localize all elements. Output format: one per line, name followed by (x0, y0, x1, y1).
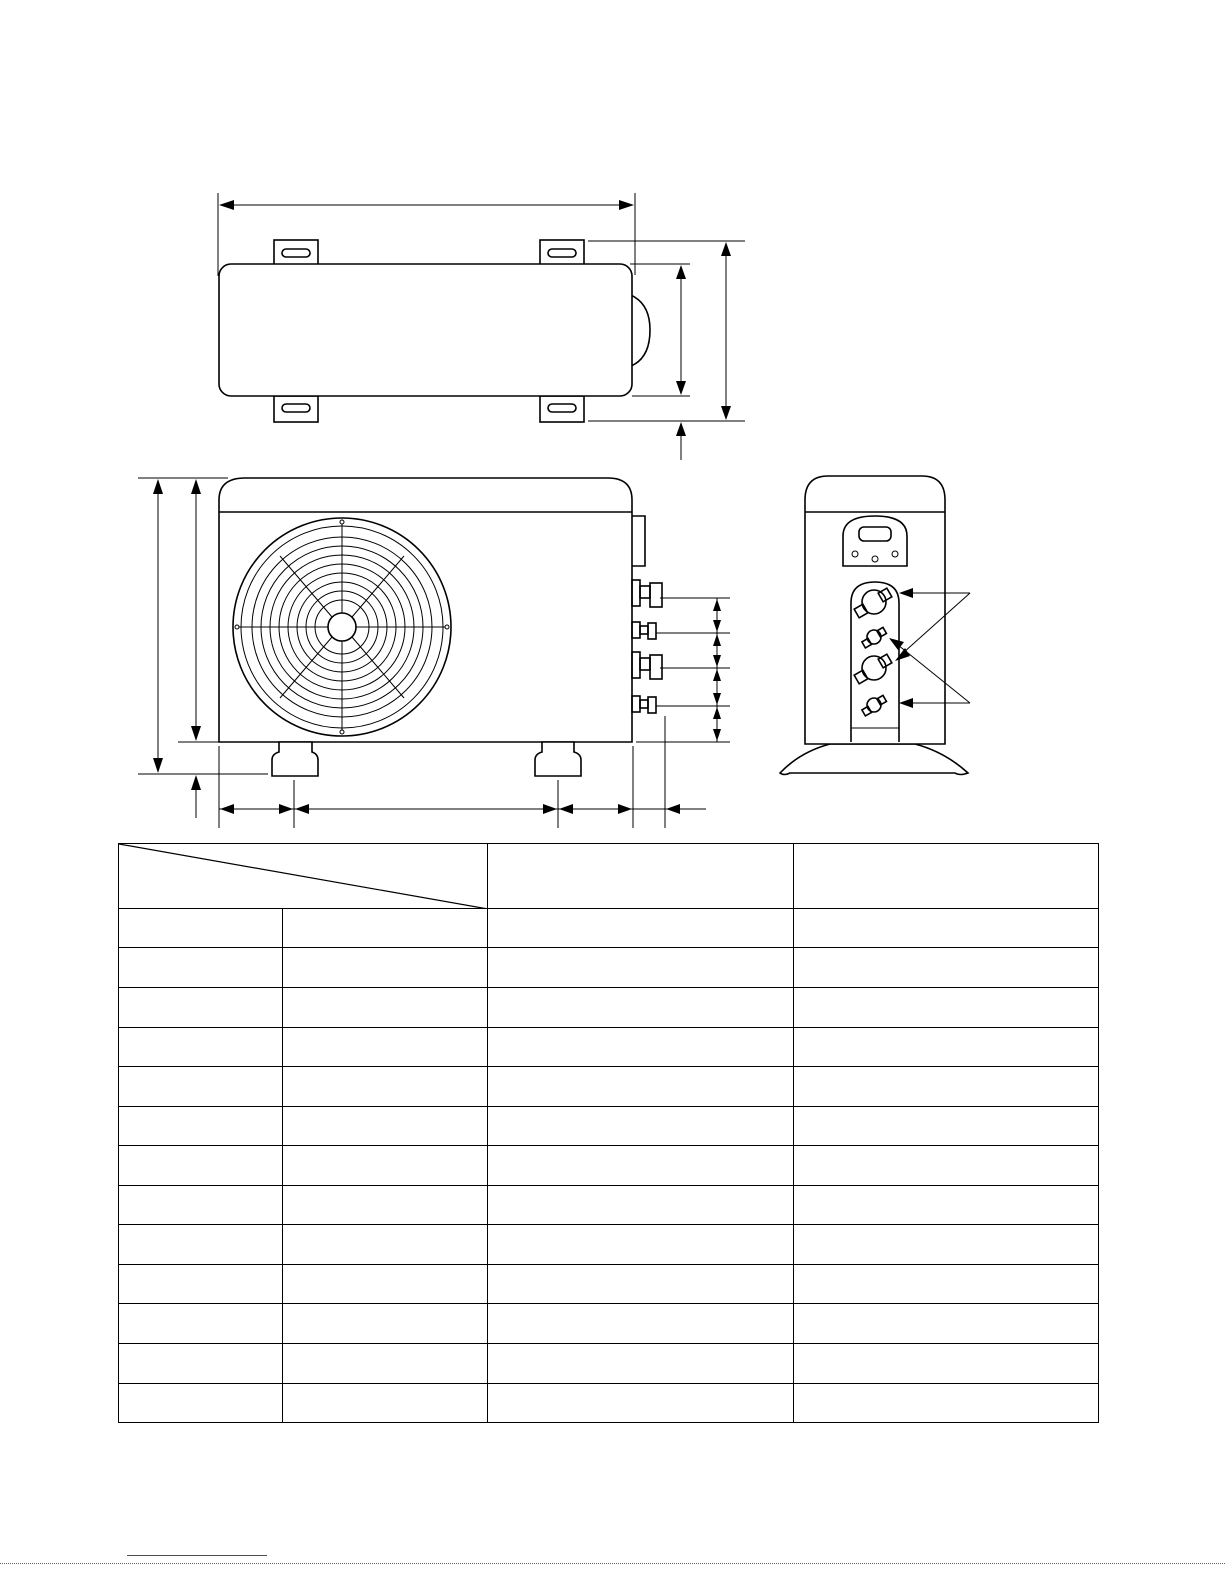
table-row (119, 909, 1099, 948)
table-cell (488, 1107, 794, 1146)
table-cell (488, 1265, 794, 1304)
table-row (119, 1344, 1099, 1384)
table-cell (283, 1384, 488, 1423)
foot-left (272, 742, 318, 776)
table-row (119, 1265, 1099, 1304)
table-cell (119, 1304, 283, 1344)
table-cell (488, 909, 794, 948)
table-cell (488, 1384, 794, 1423)
table-cell (119, 1344, 283, 1384)
table-row (119, 988, 1099, 1028)
table-cell (794, 948, 1099, 988)
table-cell (488, 1225, 794, 1265)
footer-link-underline[interactable] (127, 1555, 267, 1556)
table-cell (283, 948, 488, 988)
table-cell (283, 1225, 488, 1265)
table-cell (119, 948, 283, 988)
table-row (119, 948, 1099, 988)
table-cell (283, 1028, 488, 1067)
table-cell (119, 988, 283, 1028)
foot-right (535, 742, 581, 776)
table-header-row (119, 844, 1099, 909)
side-view-base (780, 744, 968, 775)
table-row (119, 1146, 1099, 1186)
service-valves-front (632, 580, 662, 713)
top-view-body (219, 264, 632, 396)
bracket-top-right (540, 240, 584, 266)
table-cell (488, 1067, 794, 1107)
table-row (119, 1384, 1099, 1423)
diagonal-line (119, 844, 488, 909)
table-cell (283, 988, 488, 1028)
table-cell (283, 1344, 488, 1384)
table-row (119, 1225, 1099, 1265)
diagonal-header-cell (119, 844, 488, 909)
table-cell (283, 1186, 488, 1225)
table-cell (794, 1146, 1099, 1186)
column-header (488, 844, 794, 909)
table-cell (794, 1186, 1099, 1225)
table-row (119, 1304, 1099, 1344)
table-cell (283, 1146, 488, 1186)
bracket-top-left (274, 240, 318, 266)
front-view (138, 478, 730, 828)
table-cell (794, 1225, 1099, 1265)
slot-bottom-left (282, 404, 310, 412)
table-cell (119, 1225, 283, 1265)
table-cell (794, 1107, 1099, 1146)
top-view (218, 193, 745, 460)
table-cell (283, 1067, 488, 1107)
table-cell (119, 1146, 283, 1186)
slot-top-right (548, 249, 576, 257)
table-row (119, 1028, 1099, 1067)
slot-top-left (282, 249, 310, 257)
table-cell (794, 1344, 1099, 1384)
table-cell (488, 1186, 794, 1225)
specification-table (118, 843, 1099, 1423)
table-cell (119, 1107, 283, 1146)
table-cell (488, 1304, 794, 1344)
table-cell (794, 1028, 1099, 1067)
front-view-bump (632, 516, 645, 566)
table-row (119, 1186, 1099, 1225)
table-cell (794, 988, 1099, 1028)
table-row (119, 1067, 1099, 1107)
table-cell (794, 1384, 1099, 1423)
table-cell (283, 1107, 488, 1146)
table-cell (794, 1304, 1099, 1344)
table-cell (488, 1028, 794, 1067)
table-cell (488, 988, 794, 1028)
column-header (794, 844, 1099, 909)
table-cell (794, 909, 1099, 948)
table-cell (119, 1028, 283, 1067)
table-cell (119, 1186, 283, 1225)
table-cell (283, 1304, 488, 1344)
table-cell (119, 909, 283, 948)
table-cell (283, 1265, 488, 1304)
bracket-bottom-left (274, 396, 318, 422)
table-cell (283, 909, 488, 948)
table-cell (119, 1067, 283, 1107)
footer-divider (0, 1563, 1225, 1564)
table-cell (119, 1265, 283, 1304)
table-cell (119, 1384, 283, 1423)
table-cell (794, 1265, 1099, 1304)
table-cell (488, 1344, 794, 1384)
table-cell (488, 948, 794, 988)
table-row (119, 1107, 1099, 1146)
table-cell (794, 1067, 1099, 1107)
slot-bottom-right (548, 404, 576, 412)
side-view (780, 476, 970, 775)
bracket-bottom-right (540, 396, 584, 422)
table-cell (488, 1146, 794, 1186)
